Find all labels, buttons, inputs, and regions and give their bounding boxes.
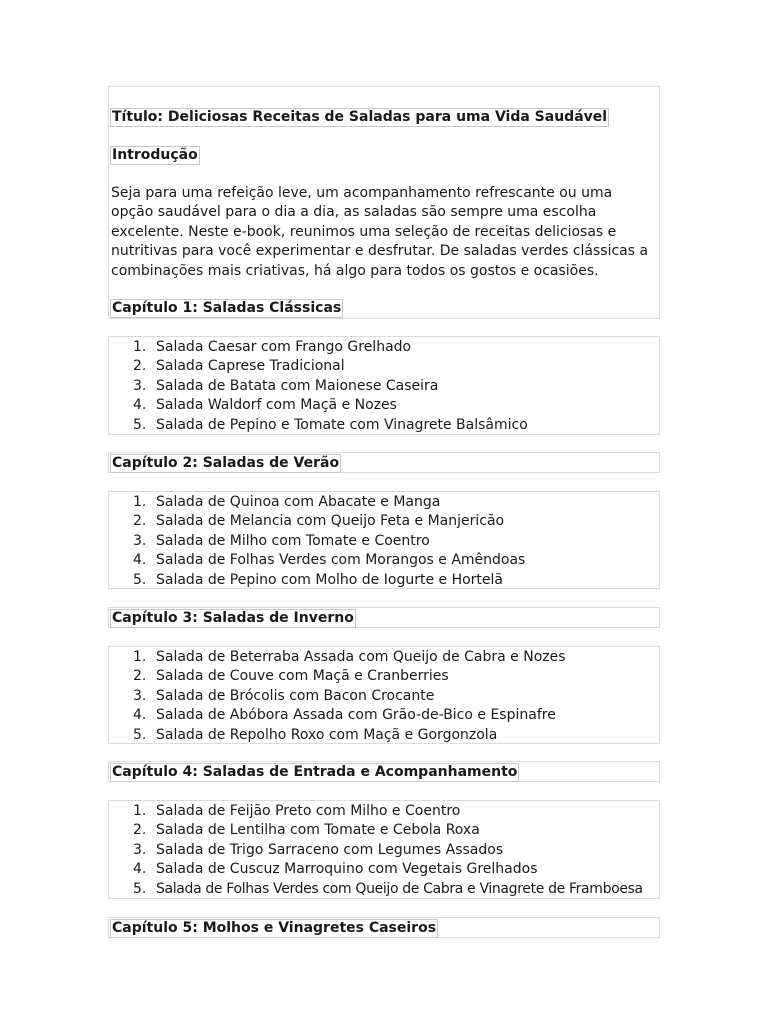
list-item: 3. Salada de Brócolis com Bacon Crocante: [133, 687, 435, 704]
list-item: 4. Salada de Cuscuz Marroquino com Vegetais Grelhados: [133, 861, 538, 878]
list-item: 1. Salada de Feijão Preto com Milho e Coentro: [133, 803, 461, 819]
list-item: 1. Salada de Quinoa com Abacate e Manga: [133, 494, 441, 510]
chapter-5-heading-box: [108, 917, 660, 938]
chapter-2-list-box: [108, 491, 660, 589]
intro-heading: Introdução: [112, 147, 198, 163]
list-item: 4. Salada de Abóbora Assada com Grão-de-Bico e Espinafre: [133, 707, 556, 724]
list-item: 2. Salada de Lentilha com Tomate e Cebola Roxa: [133, 822, 480, 839]
list-item: 2. Salada Caprese Tradicional: [133, 358, 345, 375]
list-item: 5. Salada de Pepino com Molho de Iogurte e Hortelã: [133, 571, 503, 588]
list-item: 2. Salada de Melancia com Queijo Feta e Manjericão: [133, 513, 505, 530]
chapter-2-heading: Capítulo 2: Saladas de Verão: [112, 455, 340, 471]
list-item: 4. Salada de Folhas Verdes com Morangos e Amêndoas: [133, 552, 526, 569]
chapter-4-heading: Capítulo 4: Saladas de Entrada e Acompanhamento: [112, 764, 518, 780]
list-item: 3. Salada de Milho com Tomate e Coentro: [133, 532, 430, 549]
list-item: 1. Salada de Beterraba Assada com Queijo de Cabra e Nozes: [133, 649, 566, 665]
chapter-4-list-box: [108, 800, 660, 899]
list-item: 1. Salada Caesar com Frango Grelhado: [133, 339, 412, 355]
chapter-3-heading-box: [108, 607, 660, 628]
chapter-3-list-box: [108, 646, 660, 744]
chapter-1-list: [109, 338, 659, 435]
intro-block: [108, 86, 660, 319]
list-item: 2. Salada de Couve com Maçã e Cranberries: [133, 668, 449, 685]
chapter-1-heading: Capítulo 1: Saladas Clássicas: [112, 300, 342, 316]
list-item: 5. Salada de Folhas Verdes com Queijo de Cabra e Vinagrete de Framboesa: [133, 880, 643, 897]
list-item: 3. Salada de Batata com Maionese Caseira: [133, 377, 439, 394]
chapter-4-list: [109, 802, 659, 899]
chapter-1-list-box: [108, 336, 660, 435]
list-item: 3. Salada de Trigo Sarraceno com Legumes Assados: [133, 841, 504, 858]
chapter-5-heading: Capítulo 5: Molhos e Vinagretes Caseiros: [112, 920, 437, 936]
list-item: 4. Salada Waldorf com Maçã e Nozes: [133, 397, 397, 414]
chapter-2-list: [109, 493, 659, 590]
chapter-2-heading-box: [108, 452, 660, 473]
list-item: 5. Salada de Pepino e Tomate com Vinagrete Balsâmico: [133, 416, 528, 433]
document-title: Título: Deliciosas Receitas de Saladas para uma Vida Saudável: [112, 109, 608, 125]
list-item: 5. Salada de Repolho Roxo com Maçã e Gorgonzola: [133, 726, 498, 743]
chapter-3-list: [109, 648, 659, 745]
chapter-4-heading-box: [108, 761, 660, 782]
intro-paragraph: Seja para uma refeição leve, um acompanhamento refrescante ou uma opção saudável para o dia a dia, as saladas são sempre uma escolha excelente. Neste e-book, reunimos uma seleção de receitas deliciosas e nutritivas para você experimentar e desfrutar. De saladas verdes clássicas a combinações mais criativas, há algo para todos os gostos e ocasiões.: [111, 185, 649, 279]
chapter-3-heading: Capítulo 3: Saladas de Inverno: [112, 610, 354, 626]
